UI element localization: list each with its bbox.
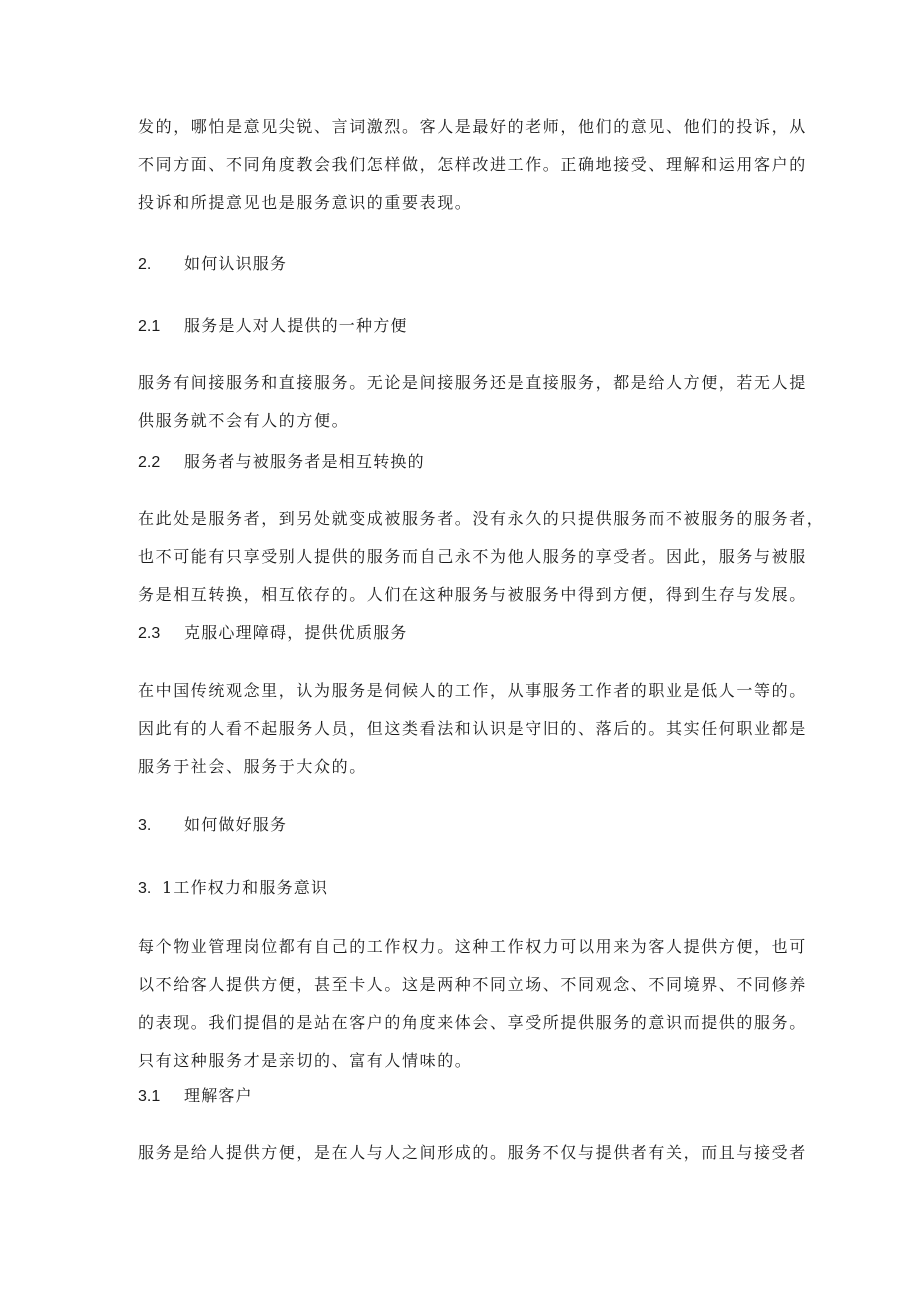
section-heading-2-2 [138, 450, 798, 475]
paragraph-service-types [138, 364, 807, 440]
text-line: 发的，哪怕是意见尖锐、言词激烈。客人是最好的老师，他们的意见、他们的投诉，从 [138, 117, 807, 136]
heading-text: 服务是人对人提供的一种方便 [184, 316, 408, 335]
text-line: 也不可能有只享受别人提供的服务而自己永不为他人服务的享受者。因此，服务与被服 [138, 547, 807, 566]
heading-text: 如何做好服务 [184, 815, 288, 834]
paragraph-customer-feedback [138, 108, 807, 222]
text-line: 服务是给人提供方便，是在人与人之间形成的。服务不仅与提供者有关，而且与接受者 [138, 1143, 807, 1162]
section-heading-3-1-power [138, 876, 798, 901]
heading-number: 2.1 [138, 318, 161, 335]
heading-number: 3.1 [138, 1088, 161, 1105]
heading-text: 如何认识服务 [184, 254, 288, 273]
heading-number: 2.3 [138, 625, 161, 642]
section-heading-2 [138, 252, 798, 277]
section-heading-3 [138, 813, 798, 838]
paragraph-understand-customer [138, 1134, 807, 1172]
heading-number: 2.2 [138, 454, 161, 471]
text-line: 因此有的人看不起服务人员，但这类看法和认识是守旧的、落后的。其实任何职业都是 [138, 719, 807, 738]
paragraph-traditional-view [138, 672, 807, 786]
text-line: 只有这种服务才是亲切的、富有人情味的。 [138, 1051, 473, 1070]
text-line: 的表现。我们提倡的是站在客户的角度来体会、享受所提供服务的意识而提供的服务。 [138, 1013, 807, 1032]
section-heading-3-1-understand [138, 1084, 798, 1109]
text-line: 在中国传统观念里，认为服务是伺候人的工作，从事服务工作者的职业是低人一等的。 [138, 681, 807, 700]
section-heading-2-3 [138, 621, 798, 646]
text-line: 供服务就不会有人的方便。 [138, 411, 350, 430]
text-line: 不同方面、不同角度教会我们怎样做，怎样改进工作。正确地接受、理解和运用客户的 [138, 155, 807, 174]
heading-text: 克服心理障碍，提供优质服务 [184, 623, 408, 642]
heading-number: 3. [138, 817, 152, 834]
heading-text: 服务者与被服务者是相互转换的 [184, 452, 425, 471]
paragraph-role-exchange [138, 500, 825, 614]
text-line: 在此处是服务者，到另处就变成被服务者。没有永久的只提供服务而不被服务的服务者， [138, 509, 825, 528]
text-line: 务是相互转换，相互依存的。人们在这种服务与被服务中得到方便，得到生存与发展。 [138, 585, 807, 604]
heading-text: 理解客户 [184, 1086, 253, 1105]
text-line: 服务有间接服务和直接服务。无论是间接服务还是直接服务，都是给人方便，若无人提 [138, 373, 807, 392]
paragraph-work-power [138, 928, 807, 1080]
heading-text: 1工作权力和服务意识 [162, 878, 329, 897]
text-line: 服务于社会、服务于大众的。 [138, 757, 367, 776]
text-line: 投诉和所提意见也是服务意识的重要表现。 [138, 193, 473, 212]
text-line: 以不给客人提供方便，甚至卡人。这是两种不同立场、不同观念、不同境界、不同修养 [138, 975, 807, 994]
text-line: 每个物业管理岗位都有自己的工作权力。这种工作权力可以用来为客人提供方便，也可 [138, 937, 807, 956]
heading-number: 2. [138, 256, 152, 273]
heading-number: 3. [138, 880, 152, 897]
section-heading-2-1 [138, 314, 798, 339]
